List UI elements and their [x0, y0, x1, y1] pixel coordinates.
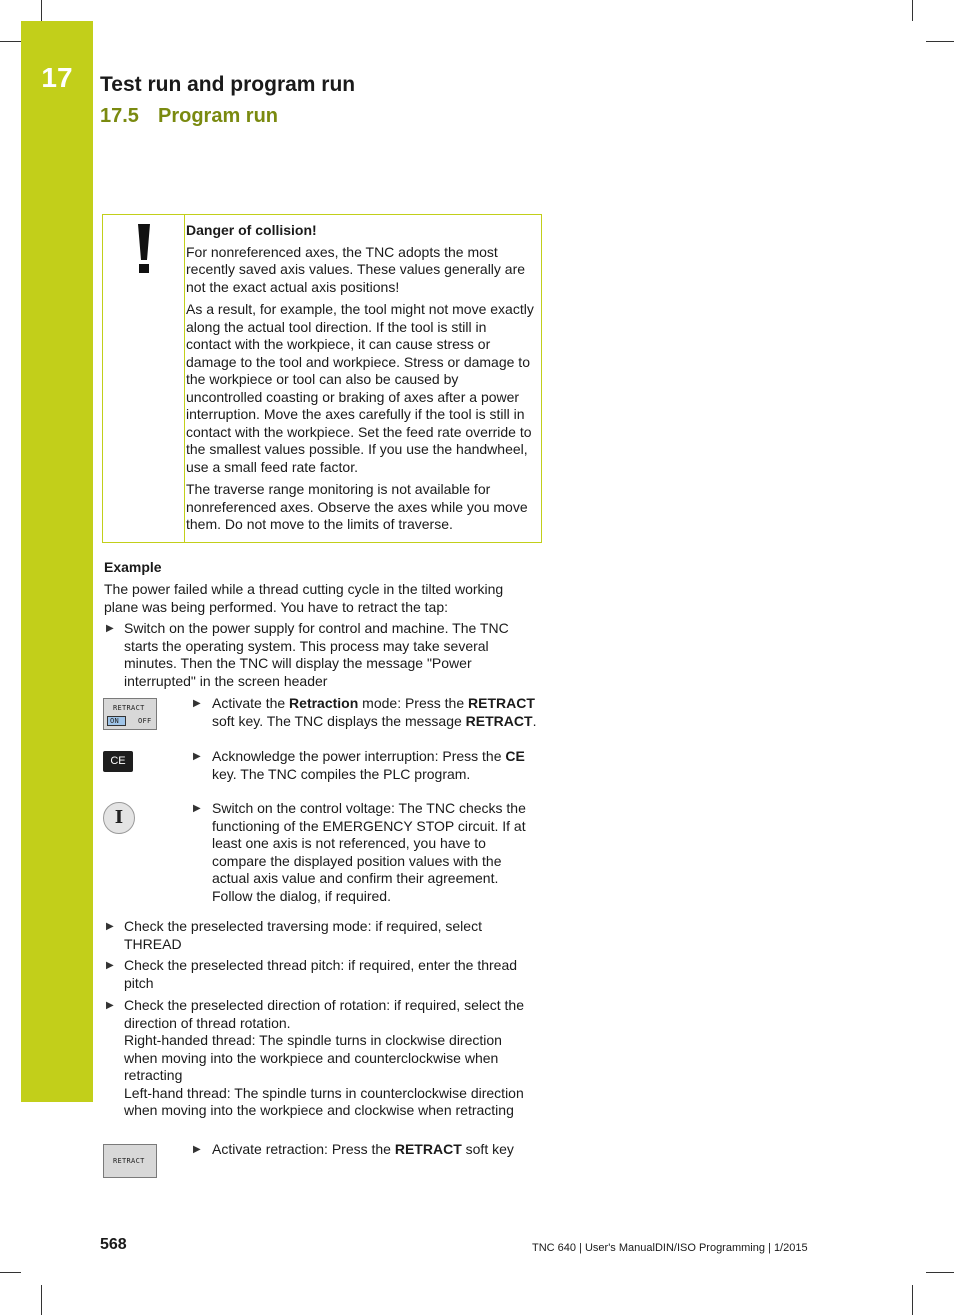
crop-mark — [912, 0, 913, 21]
text-bold: CE — [505, 748, 525, 764]
softkey-off-option: OFF — [138, 717, 152, 725]
bullet-icon: ▶ — [106, 623, 114, 634]
chapter-title: Test run and program run — [100, 73, 356, 96]
crop-mark — [912, 1285, 913, 1315]
bullet-icon: ▶ — [106, 1000, 114, 1011]
example-heading: Example — [104, 559, 162, 575]
crop-mark — [0, 41, 21, 42]
step-text — [212, 695, 546, 730]
footer-text: TNC 640 | User's ManualDIN/ISO Programming | 1/2015 — [532, 1242, 808, 1254]
text-bold: RETRACT — [465, 712, 533, 729]
text-run: soft key. The TNC displays the message — [212, 712, 466, 729]
step-text: Switch on the control voltage: The TNC checks the functioning of the EMERGENCY STOP circuit. If at least one axis is not referenced, you have to compare the displayed position values with the actual axis value and confirm their agreement. Follow the dialog, if required. — [212, 800, 526, 904]
example-intro: The power failed while a thread cutting cycle in the tilted working plane was being performed. You have to retract the tap: — [104, 581, 504, 615]
step-text: Check the preselected traversing mode: if required, select THREAD — [124, 918, 482, 952]
retract-softkey[interactable] — [103, 1144, 157, 1178]
text-bold: RETRACT — [394, 1141, 462, 1157]
text-run: Activate retraction: Press the — [212, 1141, 395, 1157]
crop-mark — [41, 1285, 42, 1315]
step-right-hand: Right-handed thread: The spindle turns in clockwise direction when moving into the workpiece and counterclockwise when retracting — [124, 1032, 502, 1083]
text-run: key. The TNC compiles the PLC program. — [212, 765, 471, 782]
step-text: Switch on the power supply for control and machine. The TNC starts the operating system. This process may take several minutes. Then the TNC will display the message "Power interrupted" in the screen header — [124, 620, 509, 689]
chapter-number: 17 — [41, 62, 73, 93]
bullet-icon: ▶ — [193, 751, 201, 762]
softkey-label: RETRACT — [113, 1157, 145, 1165]
bullet-icon: ▶ — [193, 698, 201, 709]
ce-key[interactable]: CE — [103, 751, 133, 772]
text-run: . — [532, 712, 537, 729]
note-paragraph: As a result, for example, the tool might not move exactly along the actual tool direction. If the tool is still in contact with the workpiece, it can cause stress or damage to the tool and workpiece. Stress or damage to the workpiece or tool can also be caused by uncontrolled coasting or braking of axes after a power interruption. Move the axes carefully if the tool is still in contact with the workpiece. Set the feed rate override to the smallest values possible. If you use the handwheel, use a small feed rate factor. — [186, 301, 534, 475]
section-number: 17.5 — [100, 105, 139, 127]
section-title — [100, 103, 278, 129]
step-text — [212, 1141, 542, 1159]
step-text — [124, 997, 536, 1120]
exclamation-icon — [133, 222, 155, 274]
bullet-icon: ▶ — [193, 1144, 201, 1155]
text-run: soft key — [461, 1141, 514, 1157]
bullet-icon: ▶ — [106, 921, 114, 932]
crop-mark — [41, 0, 42, 21]
note-paragraph: The traverse range monitoring is not available for nonreferenced axes. Observe the axes while you move them. Do not move to the limits of traverse. — [186, 481, 528, 532]
crop-mark — [926, 1272, 954, 1273]
softkey-label: RETRACT — [113, 704, 145, 712]
note-divider — [184, 214, 185, 543]
text-run: mode: Press the — [358, 695, 468, 711]
text-run: Acknowledge the power interruption: Press the — [212, 748, 506, 764]
step-main: Check the preselected direction of rotation: if required, select the direction of thread rotation. — [124, 997, 524, 1031]
note-content — [186, 222, 534, 539]
chapter-sidebar — [21, 21, 93, 1102]
note-heading: Danger of collision! — [186, 222, 317, 238]
text-run: Activate the — [212, 695, 290, 711]
step-left-hand: Left-hand thread: The spindle turns in counterclockwise direction when moving into the workpiece and clockwise when retracting — [124, 1084, 524, 1118]
crop-mark — [0, 1272, 21, 1273]
bullet-icon: ▶ — [106, 960, 114, 971]
note-paragraph: For nonreferenced axes, the TNC adopts the most recently saved axis values. These values generally are not the exact actual axis positions! — [186, 243, 526, 295]
text-bold: RETRACT — [468, 695, 535, 711]
text-bold: Retraction — [289, 695, 359, 711]
section-name: Program run — [158, 105, 279, 127]
softkey-on-option: ON — [107, 716, 126, 726]
crop-mark — [926, 41, 954, 42]
control-voltage-key[interactable]: I — [103, 802, 135, 834]
page-number: 568 — [100, 1236, 127, 1253]
step-text: Check the preselected thread pitch: if required, enter the thread pitch — [124, 957, 518, 991]
step-text — [212, 748, 542, 783]
retract-toggle-softkey[interactable] — [103, 698, 157, 730]
bullet-icon: ▶ — [193, 803, 201, 814]
